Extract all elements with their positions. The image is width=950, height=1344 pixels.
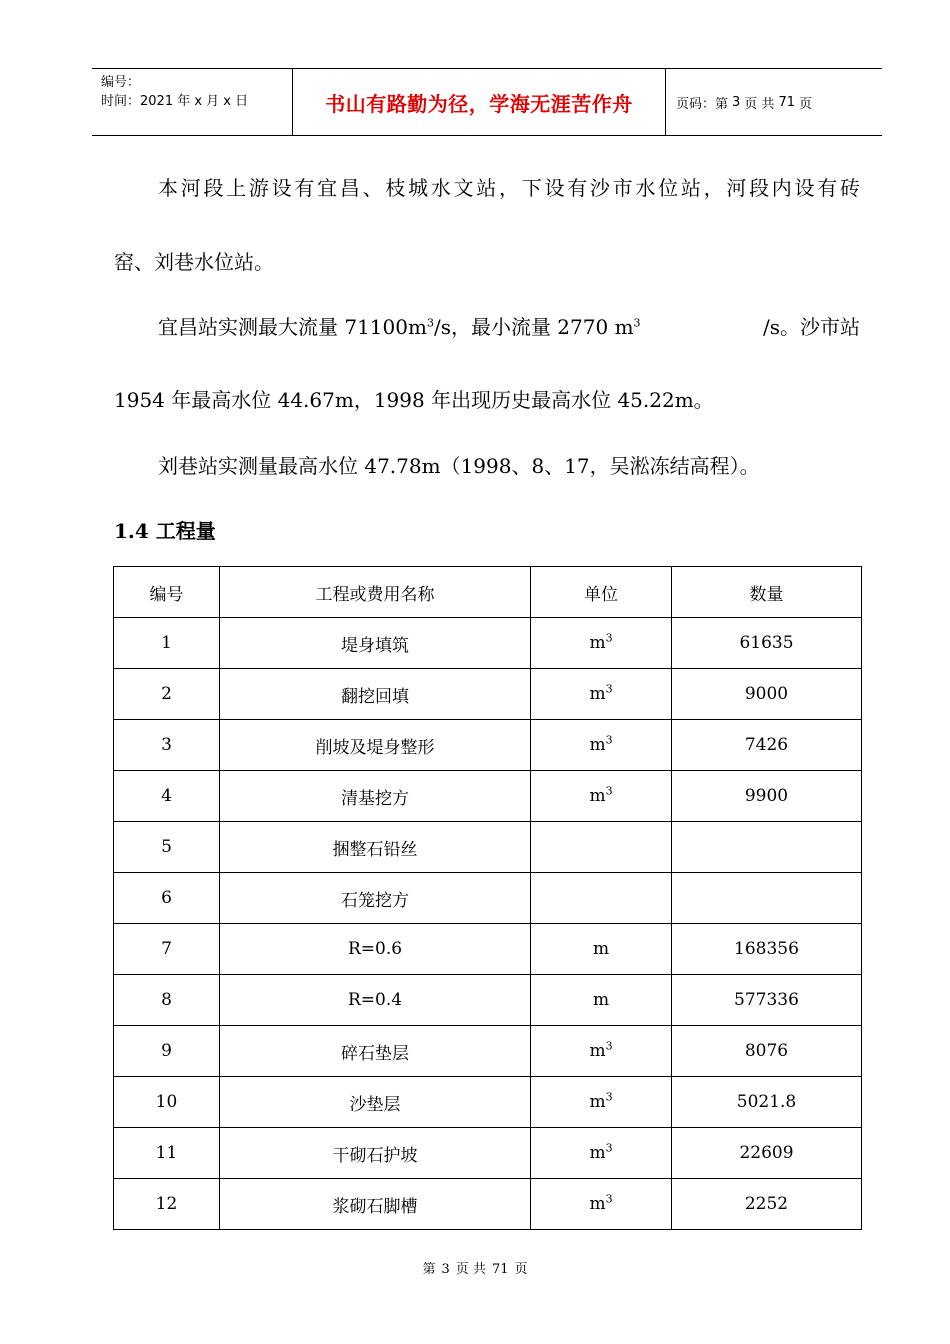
table-body [114, 618, 862, 1230]
row-number: 10 [155, 1092, 178, 1112]
table-row [114, 771, 862, 822]
table-row [114, 822, 862, 873]
row-name: 捆整石铅丝 [332, 839, 418, 860]
header-page-prefix: 页码：第 [676, 96, 729, 112]
row-unit-cell [531, 1128, 672, 1179]
row-name: 石笼挖方 [341, 890, 409, 911]
row-unit-exponent: 3 [605, 1039, 613, 1053]
table-row [114, 1179, 862, 1230]
row-name: 翻挖回填 [341, 686, 409, 707]
footer-total: 71 [491, 1262, 509, 1277]
table-row [114, 1128, 862, 1179]
row-name-cell [220, 669, 531, 720]
row-quantity-cell [672, 873, 862, 924]
row-number-cell [114, 924, 220, 975]
row-name-cell [220, 975, 531, 1026]
row-number: 2 [161, 684, 172, 704]
row-number: 4 [161, 786, 172, 806]
table-row [114, 975, 862, 1026]
row-number-cell [114, 1179, 220, 1230]
paragraph-1-line-2: 窑、刘巷水位站。 [114, 250, 274, 274]
row-quantity: 5021.8 [736, 1092, 797, 1112]
paragraph-2-line-2: 1954 年最高水位 44.67m，1998 年出现历史最高水位 45.22m。 [114, 388, 714, 412]
row-number: 5 [161, 837, 172, 857]
row-unit-cell [531, 924, 672, 975]
paragraph-2-max-flow: 宜昌站实测最大流量 $71100m^3/s$，最小流量 2770 $m^3$ [158, 315, 641, 339]
header-motto: 书山有路勤为径，学海无涯苦作舟 [293, 69, 666, 135]
row-unit-cell [531, 618, 672, 669]
header-number-label: 编号： [101, 75, 141, 90]
row-unit: m [589, 1041, 606, 1061]
header-page-current: 3 [732, 94, 741, 110]
row-quantity-cell [672, 1128, 862, 1179]
row-number: 1 [161, 633, 172, 653]
header-cell-unit: 单位 [531, 567, 672, 618]
header-page-total: 71 [778, 94, 795, 110]
row-name-cell [220, 1026, 531, 1077]
row-unit-exponent: 3 [605, 733, 613, 747]
header-time-label: 时间：2021 年 x 月 x 日 [101, 94, 249, 109]
row-name-cell [220, 924, 531, 975]
row-unit-cell [531, 669, 672, 720]
row-quantity-cell [672, 975, 862, 1026]
row-quantity: 22609 [739, 1143, 794, 1163]
row-number-cell [114, 873, 220, 924]
row-quantity-cell [672, 1179, 862, 1230]
row-unit: m [589, 633, 606, 653]
row-quantity-cell [672, 771, 862, 822]
row-unit: m [589, 684, 606, 704]
footer-mid: 页 共 [455, 1262, 486, 1277]
row-unit: m [589, 735, 606, 755]
row-name: R=0.6 [347, 939, 403, 959]
paragraph-2-line-1 [158, 311, 860, 340]
page-footer [0, 1258, 950, 1277]
row-name: 碎石垫层 [341, 1043, 409, 1064]
header-cell-quantity: 数量 [672, 567, 862, 618]
row-number-cell [114, 618, 220, 669]
row-quantity: 9900 [744, 786, 789, 806]
row-quantity: 61635 [739, 633, 794, 653]
footer-suffix: 页 [514, 1262, 528, 1277]
row-name: 清基挖方 [341, 788, 409, 809]
row-name: 堤身填筑 [341, 635, 409, 656]
table-row [114, 873, 862, 924]
row-unit: m [589, 1092, 606, 1112]
row-unit-exponent: 3 [605, 784, 613, 798]
quantity-table [113, 566, 862, 1230]
row-unit: m [592, 939, 610, 959]
table-row [114, 669, 862, 720]
row-number: 3 [161, 735, 172, 755]
header-cell-number: 编号 [114, 567, 220, 618]
row-quantity: 2252 [744, 1194, 789, 1214]
row-number-cell [114, 1077, 220, 1128]
row-unit-cell [531, 1026, 672, 1077]
row-unit: m [589, 1143, 606, 1163]
table-row [114, 618, 862, 669]
row-unit: m [589, 786, 606, 806]
row-name: R=0.4 [347, 990, 403, 1010]
row-quantity-cell [672, 924, 862, 975]
paragraph-1-line-1: 本河段上游设有宜昌、枝城水文站，下设有沙市水位站，河段内设有砖 [158, 176, 860, 200]
paragraph-3: 刘巷站实测量最高水位 47.78m（1998、8、17，吴淞冻结高程）。 [158, 454, 760, 478]
table-row [114, 924, 862, 975]
row-number: 6 [161, 888, 172, 908]
row-name: 浆砌石脚槽 [332, 1196, 418, 1217]
row-number-cell [114, 822, 220, 873]
table-header-row [114, 567, 862, 618]
row-number-cell [114, 1026, 220, 1077]
row-quantity-cell [672, 1077, 862, 1128]
row-quantity-cell [672, 1026, 862, 1077]
section-title: 1.4 工程量 [114, 519, 216, 543]
row-quantity: 9000 [744, 684, 789, 704]
row-unit-cell [531, 1179, 672, 1230]
row-number-cell [114, 720, 220, 771]
footer-prefix: 第 [422, 1262, 436, 1277]
footer-current: 3 [441, 1262, 450, 1277]
header-cell-name: 工程或费用名称 [220, 567, 531, 618]
page-header [92, 68, 882, 136]
row-number: 12 [155, 1194, 178, 1214]
row-unit-cell [531, 771, 672, 822]
row-unit-cell [531, 1077, 672, 1128]
row-name-cell [220, 822, 531, 873]
row-unit-cell [531, 975, 672, 1026]
row-quantity-cell [672, 669, 862, 720]
row-number-cell [114, 1128, 220, 1179]
row-number: 8 [161, 990, 172, 1010]
row-unit-exponent: 3 [605, 1141, 613, 1155]
row-unit-cell [531, 822, 672, 873]
row-quantity: 8076 [744, 1041, 789, 1061]
paragraph-2-tail: /s。沙市站 [762, 315, 860, 339]
row-quantity-cell [672, 720, 862, 771]
table-row [114, 1077, 862, 1128]
row-unit-exponent: 3 [605, 631, 613, 645]
row-name-cell [220, 720, 531, 771]
row-unit-cell [531, 873, 672, 924]
row-number: 7 [161, 939, 172, 959]
header-page-mid: 页 共 [744, 96, 775, 112]
row-unit: m [592, 990, 610, 1010]
table-row [114, 1026, 862, 1077]
row-number: 9 [161, 1041, 172, 1061]
row-unit-exponent: 3 [605, 1090, 613, 1104]
row-number-cell [114, 669, 220, 720]
row-unit: m [589, 1194, 606, 1214]
row-unit-cell [531, 720, 672, 771]
row-name-cell [220, 873, 531, 924]
row-quantity-cell [672, 822, 862, 873]
row-name-cell [220, 1077, 531, 1128]
row-unit-exponent: 3 [605, 682, 613, 696]
row-quantity: 7426 [744, 735, 789, 755]
header-page-suffix: 页 [798, 96, 812, 112]
row-number-cell [114, 771, 220, 822]
row-number: 11 [155, 1143, 178, 1163]
row-name-cell [220, 1128, 531, 1179]
header-meta [92, 69, 293, 135]
row-name-cell [220, 1179, 531, 1230]
row-quantity: 577336 [734, 990, 799, 1010]
row-unit-exponent: 3 [605, 1192, 613, 1206]
row-name: 沙垫层 [349, 1094, 401, 1115]
header-page-info [666, 69, 882, 135]
row-name-cell [220, 618, 531, 669]
row-name-cell [220, 771, 531, 822]
row-quantity: 168356 [734, 939, 799, 959]
row-quantity-cell [672, 618, 862, 669]
table-row [114, 720, 862, 771]
row-name: 干砌石护坡 [332, 1145, 418, 1166]
row-name: 削坡及堤身整形 [315, 737, 435, 758]
row-number-cell [114, 975, 220, 1026]
